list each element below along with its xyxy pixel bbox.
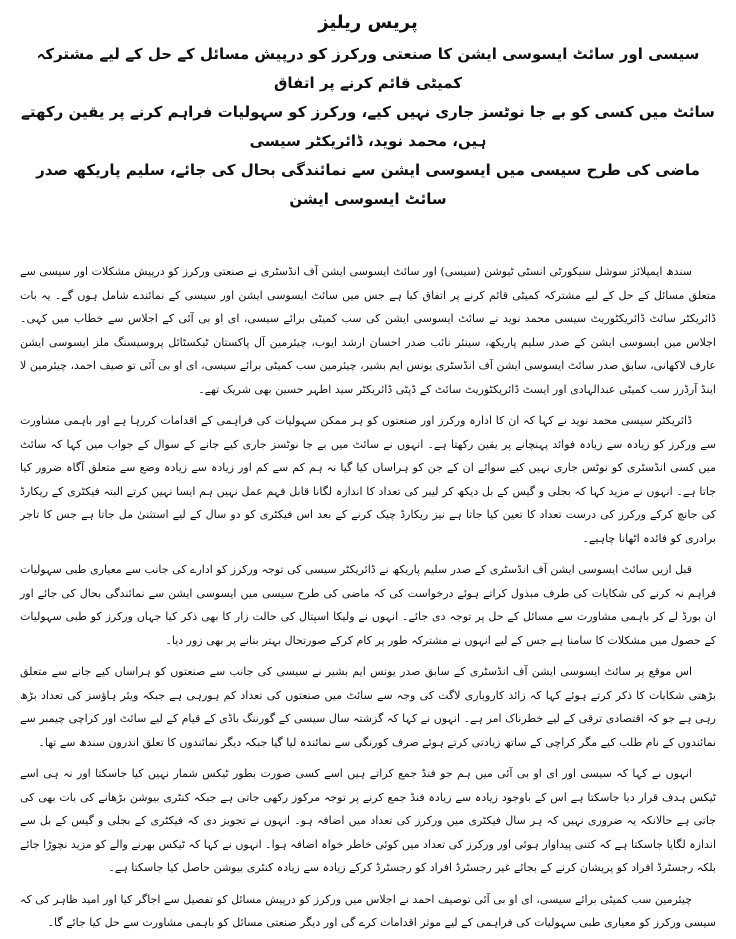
headline-2: سائٹ میں کسی کو بے جا نوٹسز جاری نہیں کیے، ورکرز کو سہولیات فراہم کرنے پر یقین رکھتے ہیں، محمد نوید، ڈائریکٹر سیسی bbox=[21, 103, 715, 150]
body-paragraph-5: انہوں نے کہا کہ سیسی اور ای او بی آئی میں ہم جو فنڈ جمع کراتے ہیں اسے کسی صورت بطور ٹیکس شمار نہیں کیا جاسکتا اور نہ ہی اسے ٹیکس ہدف قرار دیا جاسکتا ہے اس کے باوجود زیادہ سے زیادہ فنڈ جمع کرنے پر توجہ مرکوز رکھی جاتی ہے جبکہ کنٹری بیوشن بڑھانے کی بات بھی کی جاتی ہے حالانکہ یہ ضروری نہیں کہ ہر سال فیکٹری میں ورکرز کی تعداد میں اضافہ ہو۔ انہوں نے تجویز دی کہ فیکٹری کے بجلی و گیس کے بل سے اندازہ لگایا جاسکتا ہے کہ کتنی پیداوار ہوئی اور ورکرز کی تعداد میں کوئی خاطر خواہ اضافہ ہوا۔ انہوں نے کہا کہ ٹیکس بھرنے والے کو مزید نچوڑا جائے بلکہ رجسٹرڈ افراد کو پریشان کرنے کے بجائے غیر رجسٹرڈ افراد کو رجسٹرڈ کرکے زیادہ سے زیادہ کنٹری بیوشن حاصل کیا جاسکتا ہے۔ bbox=[20, 767, 716, 874]
document-body bbox=[20, 260, 716, 935]
body-paragraph-1: سندھ ایمپلائز سوشل سیکورٹی انسٹی ٹیوشن (سیسی) اور سائٹ ایسوسی ایشن آف انڈسٹری نے صنعتی ورکرز کو درپیش مشکلات اور سیسی سے متعلق مسائل کے حل کے لیے مشترکہ کمیٹی قائم کرنے پر اتفاق کیا ہے جس میں سائٹ ایسوسی ایشن اور سیسی کے نمائندے شامل ہوں گے۔ یہ بات ڈائریکٹر سائٹ ڈائریکٹوریٹ سیسی محمد نوید نے سائٹ ایسوسی ایشن کی سب کمیٹی برائے سیسی، ای او بی آئی کے اجلاس سے خطاب میں کہی۔ اجلاس میں ایسوسی ایشن کے صدر سلیم پاریکھ، سینئر نائب صدر احسان ارشد ایوب، چیئرمین آل پاکستان ٹیکسٹائل پروسیسنگ ملز ایسوسی ایشن عارف لاکھانی، سابق صدر سائٹ ایسوسی ایشن آف انڈسٹری یونس ایم بشیر، چیئرمین سب کمیٹی برائے سیسی، ای او بی آئی تو صیف احمد، چیئرمین لا اینڈ آرڈرز سب کمیٹی عبدالہادی اور ایسٹ ڈائریکٹوریٹ سائٹ کے ڈپٹی ڈائریکٹر سید اطہر حسین بھی شریک تھے۔ bbox=[20, 265, 716, 396]
body-paragraph-3: قبل ازیں سائٹ ایسوسی ایشن آف انڈسٹری کے صدر سلیم پاریکھ نے ڈائریکٹر سیسی کی توجہ ورکرز کو ادارے کی جانب سے معیاری طبی سہولیات فراہم نہ کرنے کی شکایات کی طرف مبذول کراتے ہوئے درخواست کی کہ ماضی کی طرح سیسی میں ایسوسی ایشن سے نمائندگی بحال کی جائے اور ان بورڈ لے کر باہمی مشاورت سے مسائل کے حل پر توجہ دی جائے۔ انہوں نے ولیکا اسپتال کی حالت زار کا بھی ذکر کیا جہاں ورکرز کو طبی سہولیات کے حصول میں مشکلات کا سامنا ہے جس کے لیے انہوں نے مشترکہ طور پر کام کرکے صورتحال بہتر بنانے پر بھی زور دیا۔ bbox=[20, 563, 716, 647]
body-paragraph-6: چیئرمین سب کمیٹی برائے سیسی، ای او بی آئی توصیف احمد نے اجلاس میں ورکرز کو درپیش مسائل کو تفصیل سے اجاگر کیا اور امید ظاہر کی کہ سیسی ورکرز کو معیاری طبی سہولیات کی فراہمی کے لیے موثر اقدامات کرے گی اور دیگر صنعتی مسائل کو باہمی مشاورت سے حل کیا جائے گا۔ bbox=[20, 892, 716, 929]
headline-block bbox=[20, 40, 716, 214]
body-paragraph-4: اس موقع پر سائٹ ایسوسی ایشن آف انڈسٹری کے سابق صدر یونس ایم بشیر نے سیسی کی جانب سے صنعتوں کو ہراساں کیے جانے سے متعلق بڑھتی شکایات کا ذکر کرتے ہوئے کہا کہ زائد کاروباری لاگت کی وجہ سے سائٹ میں صنعتوں کی تعداد کم ہورہی ہے جبکہ ویئر ہاؤسز کی تعداد بڑھ رہی ہے جو کہ اقتصادی ترقی کے لیے خطرناک امر ہے۔ انہوں نے کہا کہ گزشتہ سال سیسی کے گورننگ باڈی کے قیام کے لیے سائٹ اور کراچی چیمبر سے نمائندوں کے نام طلب کیے مگر کراچی کے ساتھ زیادتی کرتے ہوئے صرف کورنگی سے نمائندہ لیا گیا جبکہ دیگر نمائندوں کا تعلق اندرون سندھ سے تھا۔ bbox=[20, 665, 716, 749]
body-paragraph-2: ڈائریکٹر سیسی محمد نوید نے کہا کہ ان کا ادارہ ورکرز اور صنعتوں کو ہر ممکن سہولیات کی فراہمی کے اقدامات کررہا ہے اور باہمی مشاورت سے ورکرز کو زیادہ سے زیادہ فوائد پہنچانے پر یقین رکھتا ہے۔ انہوں نے سائٹ میں بے جا نوٹسز جاری کیے جانے کے سوال کے جواب میں کہا کہ سائٹ میں کسی انڈسٹری کو نوٹس جاری نہیں کیے سوائے ان کے جن کو ہراساں کیا گیا نہ ہم کم سے کم اور زیادہ سے زیادہ وضع سے متعلق آگاہ ضرور کیا جاتا ہے۔ انہوں نے مزید کہا کہ بجلی و گیس کے بل دیکھ کر لیبر کی تعداد کا اندازہ لگانا قابل فہم عمل نہیں ہم ایسا نہیں کرتے البتہ فیکٹری کے ریکارڈ کی جانچ کرکے ورکرز کی درست تعداد کا تعین کیا جاتا ہے نیز ریکارڈ چیک کرنے کے بعد اس فیکٹری کو دو سال کے لیے استثنیٰ مل جاتا ہے جس کا تاجر برادری کو فائدہ اٹھانا چاہیے۔ bbox=[20, 414, 716, 545]
headline-1: سیسی اور سائٹ ایسوسی ایشن کا صنعتی ورکرز کو درپیش مسائل کے حل کے لیے مشترکہ کمیٹی قائم کرنے پر اتفاق bbox=[36, 45, 700, 92]
document-title: پریس ریلیز bbox=[318, 12, 418, 33]
headline-3: ماضی کی طرح سیسی میں ایسوسی ایشن سے نمائندگی بحال کی جائے، سلیم پاریکھ صدر سائٹ ایسوسی ایشن bbox=[36, 161, 700, 208]
